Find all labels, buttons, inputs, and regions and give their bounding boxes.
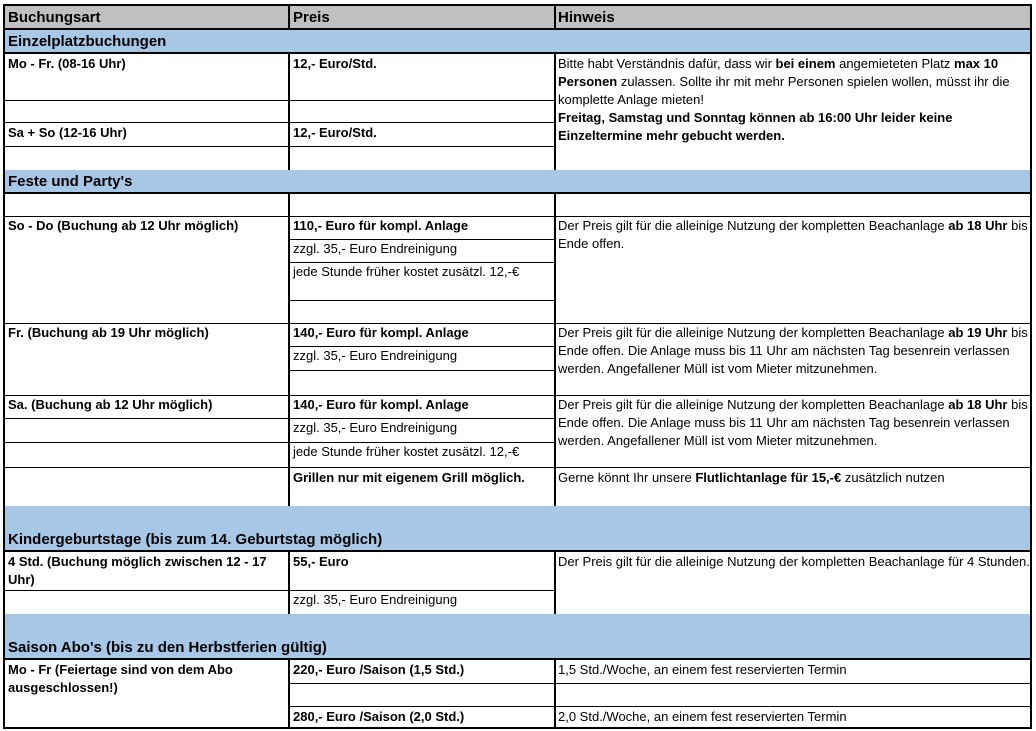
feste-note-fr: Der Preis gilt für die alleinige Nutzung der kompletten Beachanlage ab 19 Uhr bis Ende offen. Die Anlage muss bis 11 Uhr am nächsten Tag besenrein verlassen werden. Angefallener Müll ist vom Mieter mitzunehmen. [558,325,1028,376]
kinder-note: Der Preis gilt für die alleinige Nutzung der kompletten Beachanlage für 4 Stunden. [558,554,1030,569]
grid-line [5,590,554,591]
feste-price-sa: 140,- Euro für kompl. Anlage [293,397,469,412]
feste-price-fr: 140,- Euro für kompl. Anlage [293,325,469,340]
grid-line [288,54,290,170]
header-preis: Preis [293,9,330,26]
header-buchungsart: Buchungsart [8,9,101,26]
kinder-extra: zzgl. 35,- Euro Endreinigung [293,592,458,607]
einzel-art-mofr: Mo - Fr. (08-16 Uhr) [8,56,126,71]
grid-line [5,467,1032,468]
feste-note-sodo: Der Preis gilt für die alleinige Nutzung der kompletten Beachanlage ab 18 Uhr bis Ende offen. [558,218,1028,251]
price-table [3,4,1032,729]
grid-line [288,194,290,506]
grid-line [554,54,556,170]
saison-price-20: 280,- Euro /Saison (2,0 Std.) [293,709,465,724]
grid-line [5,122,554,123]
einzel-note: Bitte habt Verständnis dafür, dass wir bei einem angemieteten Platz max 10 Personen zulassen. Sollte ihr mit mehr Personen spielen wollen, müsst ihr die komplette Anlage mieten! Freitag, Samstag und Sonntag können ab 16:00 Uhr leider keine Einzeltermine mehr gebucht werden. [558,56,1010,143]
grid-line [288,6,290,30]
saison-note-15: 1,5 Std./Woche, an einem fest reservierten Termin [558,662,847,677]
grid-line [290,300,554,301]
table-header [5,6,1030,30]
einzel-price-mofr: 12,- Euro/Std. [293,56,377,71]
feste-extra-sodo: zzgl. 35,- Euro Endreinigung [293,241,458,256]
grid-line [5,146,554,147]
saison-note-20: 2,0 Std./Woche, an einem fest reservierten Termin [558,709,847,724]
grid-line [290,370,554,371]
section-title-einzelplatz: Einzelplatzbuchungen [8,33,167,50]
feste-note-sa: Der Preis gilt für die alleinige Nutzung der kompletten Beachanlage ab 18 Uhr bis Ende offen. Die Anlage muss bis 11 Uhr am nächsten Tag besenrein verlassen werden. Angefallener Müll ist vom Mieter mitzunehmen. [558,397,1028,448]
feste-price-sodo: 110,- Euro für kompl. Anlage [293,218,469,233]
feste-grill: Grillen nur mit eigenem Grill möglich. [293,470,525,485]
section-title-saison: Saison Abo's (bis zu den Herbstferien gültig) [8,639,327,656]
einzel-art-saso: Sa + So (12-16 Uhr) [8,125,127,140]
saison-price-15: 220,- Euro /Saison (1,5 Std.) [293,662,465,677]
grid-line [288,552,290,614]
feste-art-sodo: So - Do (Buchung ab 12 Uhr möglich) [8,218,239,233]
feste-extra-fr: zzgl. 35,- Euro Endreinigung [293,348,458,363]
section-title-kinder: Kindergeburtstage (bis zum 14. Geburtstag möglich) [8,531,383,548]
kinder-price: 55,- Euro [293,554,349,569]
einzel-price-saso: 12,- Euro/Std. [293,125,377,140]
kinder-art: 4 Std. (Buchung möglich zwischen 12 - 17 Uhr) [8,554,267,587]
grid-line [554,6,556,30]
feste-hour-sodo: jede Stunde früher kostet zusätzl. 12,-€ [293,264,520,279]
grid-line [290,706,1032,707]
section-title-feste: Feste und Party's [8,173,133,190]
section-feste [5,170,1030,194]
grid-line [554,660,556,729]
feste-note-grill: Gerne könnt Ihr unsere Flutlichtanlage für 15,-€ zusätzlich nutzen [558,470,945,485]
grid-line [554,194,556,506]
feste-extra-sa: zzgl. 35,- Euro Endreinigung [293,420,458,435]
feste-art-sa: Sa. (Buchung ab 12 Uhr möglich) [8,397,213,412]
feste-hour-sa: jede Stunde früher kostet zusätzl. 12,-€ [293,444,520,459]
grid-line [5,100,554,101]
feste-art-fr: Fr. (Buchung ab 19 Uhr möglich) [8,325,209,340]
saison-art: Mo - Fr (Feiertage sind von dem Abo ausgeschlossen!) [8,662,233,695]
grid-line [554,552,556,614]
grid-line [288,660,290,729]
grid-line [5,418,554,419]
grid-line [290,683,1032,684]
header-hinweis: Hinweis [558,9,615,26]
